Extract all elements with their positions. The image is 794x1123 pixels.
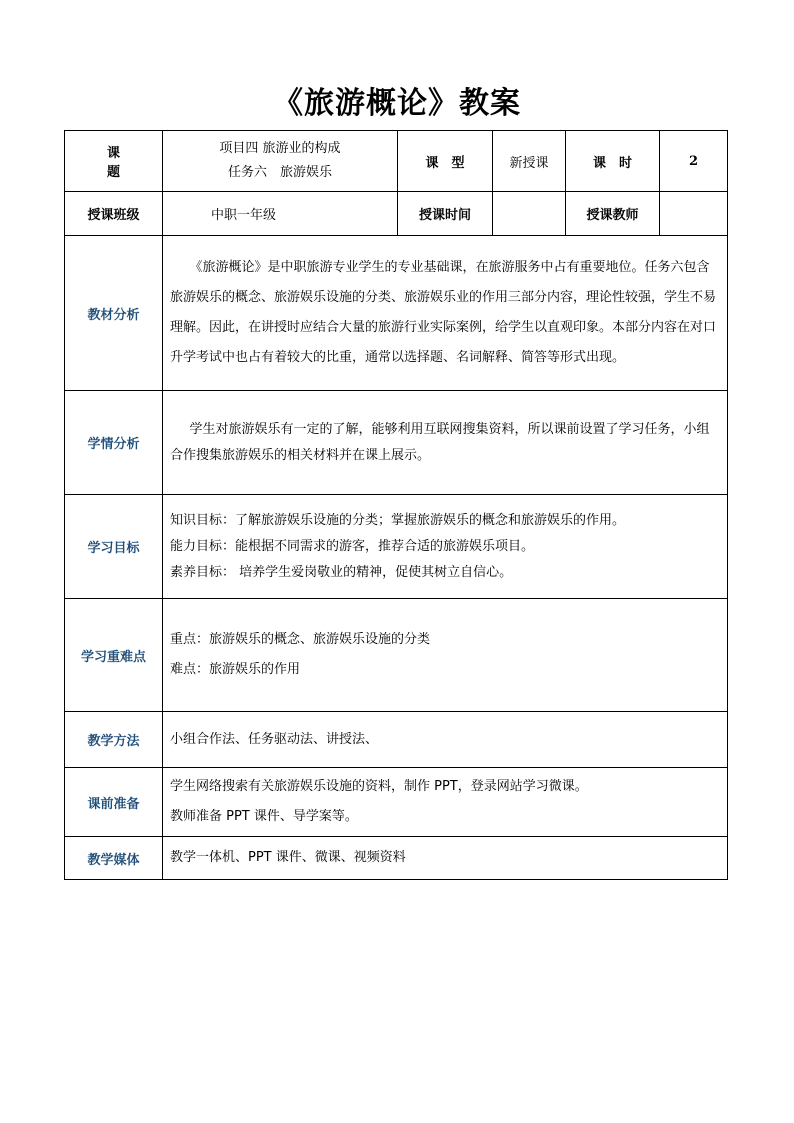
teaching-methods-label: 教学方法: [65, 712, 163, 768]
topic-line-2: 任务六 旅游娱乐: [227, 165, 332, 180]
row-teaching-media: [65, 837, 728, 880]
teacher-label: 授课教师: [566, 192, 660, 236]
material-analysis-label: 教材分析: [65, 236, 163, 391]
goal-ability: 能力目标：能根据不同需求的游客，推荐合适的旅游娱乐项目。: [170, 538, 535, 554]
time-value: [493, 192, 566, 236]
learning-goals-label: 学习目标: [65, 495, 163, 599]
header-row-topic: [65, 131, 728, 192]
time-label: 授课时间: [398, 192, 493, 236]
row-material-analysis: [65, 236, 728, 391]
key-points-label: 学习重难点: [65, 599, 163, 712]
row-preparation: [65, 768, 728, 837]
topic-line-1: 项目四 旅游业的构成: [219, 141, 341, 156]
hours-value: 2: [660, 131, 728, 192]
document-title: 《旅游概论》教案: [273, 86, 521, 121]
goal-knowledge: 知识目标：了解旅游娱乐设施的分类；掌握旅游娱乐的概念和旅游娱乐的作用。: [170, 512, 626, 528]
student-analysis-label: 学情分析: [65, 391, 163, 495]
goal-literacy: 素养目标： 培养学生爱岗敬业的精神，促使其树立自信心。: [170, 564, 513, 580]
preparation-cell: [163, 768, 728, 837]
header-row-class: [65, 192, 728, 236]
difficult-point: 难点：旅游娱乐的作用: [170, 662, 301, 677]
teaching-media-label: 教学媒体: [65, 837, 163, 880]
topic-label: 课 题: [65, 131, 163, 192]
type-label: 课 型: [398, 131, 493, 192]
key-points-cell: [163, 599, 728, 712]
class-label: 授课班级: [65, 192, 163, 236]
row-teaching-methods: [65, 712, 728, 768]
key-point: 重点：旅游娱乐的概念、旅游娱乐设施的分类: [170, 632, 431, 647]
row-key-points: [65, 599, 728, 712]
teaching-media-text: 教学一体机、PPT 课件、微课、视频资料: [163, 837, 728, 880]
row-learning-goals: [65, 495, 728, 599]
preparation-line-2: 教师准备 PPT 课件、导学案等。: [170, 809, 358, 824]
row-student-analysis: [65, 391, 728, 495]
topic-cell: [163, 131, 398, 192]
lesson-plan-table: [64, 130, 728, 880]
preparation-line-1: 学生网络搜索有关旅游娱乐设施的资料，制作 PPT，登录网站学习微课。: [170, 779, 588, 794]
learning-goals-cell: [163, 495, 728, 599]
teaching-methods-text: 小组合作法、任务驱动法、讲授法、: [163, 712, 728, 768]
teacher-value: [660, 192, 728, 236]
hours-label: 课 时: [566, 131, 660, 192]
student-analysis-text: 学生对旅游娱乐有一定的了解，能够利用互联网搜集资料，所以课前设置了学习任务，小组合作搜集旅游娱乐的相关材料并在课上展示。: [163, 391, 728, 495]
preparation-label: 课前准备: [65, 768, 163, 837]
material-analysis-text: 《旅游概论》是中职旅游专业学生的专业基础课，在旅游服务中占有重要地位。任务六包含旅游娱乐的概念、旅游娱乐设施的分类、旅游娱乐业的作用三部分内容，理论性较强，学生不易理解。因此，在讲授时应结合大量的旅游行业实际案例，给学生以直观印象。本部分内容在对口升学考试中也占有着较大的比重，通常以选择题、名词解释、简答等形式出现。: [163, 236, 728, 391]
class-value: 中职一年级: [163, 192, 398, 236]
type-value: 新授课: [493, 131, 566, 192]
